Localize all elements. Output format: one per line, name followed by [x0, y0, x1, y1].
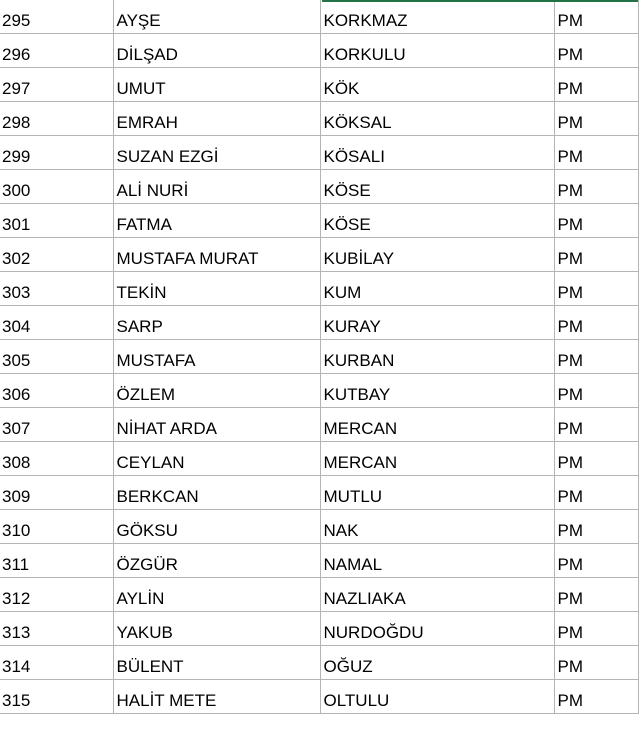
cell-unit[interactable]: PM: [554, 271, 638, 305]
table-row: [0, 271, 638, 305]
cell-first-name[interactable]: ÖZLEM: [113, 373, 320, 407]
cell-last-name[interactable]: KUM: [320, 271, 554, 305]
cell-last-name[interactable]: NAZLIAKA: [320, 577, 554, 611]
cell-unit[interactable]: PM: [554, 509, 638, 543]
cell-number[interactable]: 300: [0, 169, 113, 203]
cell-first-name[interactable]: GÖKSU: [113, 509, 320, 543]
cell-first-name[interactable]: BERKCAN: [113, 475, 320, 509]
table-row: [0, 407, 638, 441]
cell-number[interactable]: 297: [0, 67, 113, 101]
cell-number[interactable]: 306: [0, 373, 113, 407]
cell-first-name[interactable]: TEKİN: [113, 271, 320, 305]
table-row: [0, 679, 638, 713]
cell-last-name[interactable]: MERCAN: [320, 441, 554, 475]
cell-unit[interactable]: PM: [554, 169, 638, 203]
table-row: [0, 339, 638, 373]
table-row: [0, 441, 638, 475]
cell-unit[interactable]: PM: [554, 0, 638, 33]
cell-last-name[interactable]: KURBAN: [320, 339, 554, 373]
cell-number[interactable]: 313: [0, 611, 113, 645]
cell-unit[interactable]: PM: [554, 101, 638, 135]
cell-number[interactable]: 295: [0, 0, 113, 33]
table-row: [0, 0, 638, 33]
cell-unit[interactable]: PM: [554, 645, 638, 679]
cell-unit[interactable]: PM: [554, 407, 638, 441]
table-row: [0, 67, 638, 101]
cell-first-name[interactable]: DİLŞAD: [113, 33, 320, 67]
cell-last-name[interactable]: KÖSE: [320, 203, 554, 237]
cell-first-name[interactable]: SUZAN EZGİ: [113, 135, 320, 169]
cell-unit[interactable]: PM: [554, 203, 638, 237]
selection-indicator: [322, 0, 638, 2]
cell-last-name[interactable]: NAMAL: [320, 543, 554, 577]
cell-first-name[interactable]: AYLİN: [113, 577, 320, 611]
cell-last-name[interactable]: MUTLU: [320, 475, 554, 509]
cell-number[interactable]: 307: [0, 407, 113, 441]
cell-first-name[interactable]: FATMA: [113, 203, 320, 237]
cell-number[interactable]: 311: [0, 543, 113, 577]
cell-unit[interactable]: PM: [554, 611, 638, 645]
cell-unit[interactable]: PM: [554, 577, 638, 611]
cell-unit[interactable]: PM: [554, 543, 638, 577]
cell-number[interactable]: 314: [0, 645, 113, 679]
cell-unit[interactable]: PM: [554, 33, 638, 67]
table-row: [0, 543, 638, 577]
table-row: [0, 475, 638, 509]
cell-number[interactable]: 308: [0, 441, 113, 475]
cell-last-name[interactable]: OLTULU: [320, 679, 554, 713]
cell-unit[interactable]: PM: [554, 135, 638, 169]
table-row: [0, 373, 638, 407]
cell-first-name[interactable]: ÖZGÜR: [113, 543, 320, 577]
table-row: [0, 101, 638, 135]
table-row: [0, 509, 638, 543]
table-row: [0, 33, 638, 67]
cell-number[interactable]: 299: [0, 135, 113, 169]
cell-unit[interactable]: PM: [554, 339, 638, 373]
cell-first-name[interactable]: SARP: [113, 305, 320, 339]
cell-number[interactable]: 305: [0, 339, 113, 373]
cell-unit[interactable]: PM: [554, 373, 638, 407]
cell-first-name[interactable]: EMRAH: [113, 101, 320, 135]
cell-number[interactable]: 298: [0, 101, 113, 135]
cell-first-name[interactable]: ALİ NURİ: [113, 169, 320, 203]
table-row: [0, 611, 638, 645]
cell-first-name[interactable]: HALİT METE: [113, 679, 320, 713]
cell-last-name[interactable]: KUTBAY: [320, 373, 554, 407]
cell-first-name[interactable]: NİHAT ARDA: [113, 407, 320, 441]
cell-unit[interactable]: PM: [554, 67, 638, 101]
table-row: [0, 237, 638, 271]
table-row: [0, 203, 638, 237]
cell-first-name[interactable]: BÜLENT: [113, 645, 320, 679]
table-row: [0, 135, 638, 169]
cell-last-name[interactable]: KÖK: [320, 67, 554, 101]
cell-last-name[interactable]: OĞUZ: [320, 645, 554, 679]
cell-number[interactable]: 309: [0, 475, 113, 509]
cell-first-name[interactable]: MUSTAFA MURAT: [113, 237, 320, 271]
table-row: [0, 305, 638, 339]
cell-last-name[interactable]: KORKMAZ: [320, 0, 554, 33]
cell-last-name[interactable]: NAK: [320, 509, 554, 543]
cell-number[interactable]: 303: [0, 271, 113, 305]
cell-number[interactable]: 312: [0, 577, 113, 611]
cell-number[interactable]: 310: [0, 509, 113, 543]
cell-first-name[interactable]: MUSTAFA: [113, 339, 320, 373]
cell-last-name[interactable]: MERCAN: [320, 407, 554, 441]
cell-last-name[interactable]: KÖSE: [320, 169, 554, 203]
cell-first-name[interactable]: YAKUB: [113, 611, 320, 645]
cell-last-name[interactable]: KÖKSAL: [320, 101, 554, 135]
table-row: [0, 577, 638, 611]
cell-first-name[interactable]: UMUT: [113, 67, 320, 101]
cell-last-name[interactable]: KORKULU: [320, 33, 554, 67]
cell-last-name[interactable]: KÖSALI: [320, 135, 554, 169]
cell-unit[interactable]: PM: [554, 441, 638, 475]
cell-number[interactable]: 315: [0, 679, 113, 713]
cell-first-name[interactable]: CEYLAN: [113, 441, 320, 475]
cell-last-name[interactable]: NURDOĞDU: [320, 611, 554, 645]
cell-last-name[interactable]: KURAY: [320, 305, 554, 339]
cell-number[interactable]: 296: [0, 33, 113, 67]
cell-last-name[interactable]: KUBİLAY: [320, 237, 554, 271]
cell-number[interactable]: 302: [0, 237, 113, 271]
table-row: [0, 169, 638, 203]
cell-unit[interactable]: PM: [554, 679, 638, 713]
cell-unit[interactable]: PM: [554, 305, 638, 339]
cell-unit[interactable]: PM: [554, 237, 638, 271]
cell-unit[interactable]: PM: [554, 475, 638, 509]
cell-number[interactable]: 304: [0, 305, 113, 339]
cell-first-name[interactable]: AYŞE: [113, 0, 320, 33]
table-row: [0, 645, 638, 679]
cell-number[interactable]: 301: [0, 203, 113, 237]
